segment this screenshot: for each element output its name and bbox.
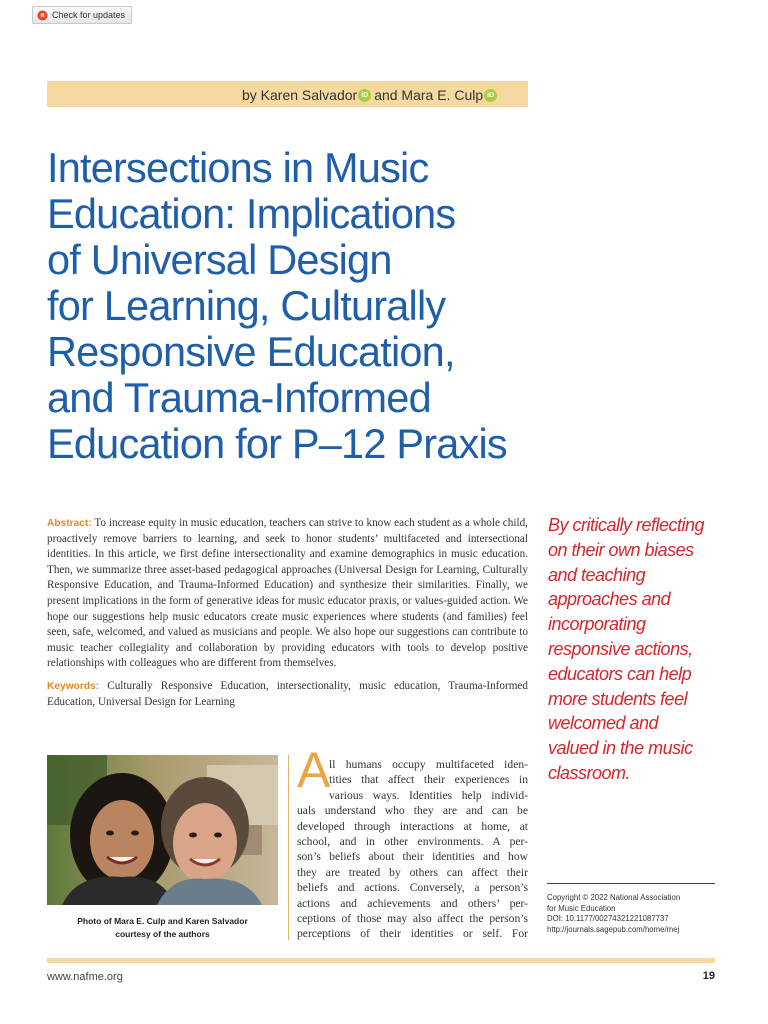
body-line: son’s beliefs about their identities and how <box>297 850 528 864</box>
body-line: beliefs and actions. Conversely, a person’s <box>297 881 528 895</box>
page-number: 19 <box>702 970 715 982</box>
pullquote-line: classroom. <box>548 762 631 783</box>
drop-cap: A <box>297 742 331 798</box>
caption-line: Photo of Mara E. Culp and Karen Salvador <box>77 916 248 926</box>
title-line: Intersections in Music <box>47 144 429 191</box>
abstract-block <box>47 516 528 717</box>
pullquote-line: valued in the music <box>548 738 693 759</box>
byline <box>242 87 500 103</box>
author-photo <box>47 755 278 905</box>
pullquote-line: on their own biases <box>548 539 694 560</box>
article-title <box>47 145 547 467</box>
crossmark-icon <box>37 10 48 21</box>
body-line: tities that affect their experiences in <box>329 773 528 787</box>
caption-line: courtesy of the authors <box>115 928 210 939</box>
abstract-text: To increase equity in music education, teachers can strive to know each student as a whole child, proactively remove barriers to learning, and seek to honor students’ multifaceted and intersectional identities. In this article, we first define intersectionality and examine demographics in music education. Then, we summarize three asset-based pedagogical approaches (Universal Design for Learning, Culturally Responsive Education, and Trauma-Informed Education) and synthesize their similarities. Finally, we present implications in the form of generative ideas for music educator praxis, or values-guided action. We hope our suggestions help music educators create music experiences where students (and families) feel seen, safe, welcomed, and valued as musicians and people. We also hope our suggestions can contribute to music teacher collegiality and collaboration by providing educators with tools to develop positive relationships with colleagues who are different from themselves. <box>47 517 528 670</box>
check-for-updates-button[interactable] <box>32 6 132 24</box>
pullquote-line: and teaching <box>548 564 646 585</box>
body-line: various ways. Identities help individ- <box>329 788 528 802</box>
keywords-text: Culturally Responsive Education, intersectionality, music education, Trauma-Informed Education, Universal Design for Learning <box>47 679 528 708</box>
body-line: perceptions of their identities or self. For <box>297 927 528 941</box>
copyright-rule <box>547 883 715 884</box>
title-line: Education: Implications <box>47 190 456 237</box>
copyright-line: for Music Education <box>547 903 616 913</box>
copyright-block <box>547 893 727 935</box>
body-line: actions and achievements and others’ per- <box>297 896 528 910</box>
author-1: by Karen Salvador <box>242 87 358 103</box>
title-line: Education for P–12 Praxis <box>47 420 507 467</box>
pullquote-line: By critically reflecting <box>548 515 705 535</box>
orcid-icon[interactable]: iD <box>484 89 497 102</box>
abstract-label: Abstract: <box>47 518 92 529</box>
body-line: school, and in other environments. A per- <box>297 834 528 848</box>
author-photo-image <box>47 755 278 905</box>
keywords-label: Keywords: <box>47 680 100 692</box>
keywords-paragraph <box>47 679 528 710</box>
pullquote-line: incorporating <box>548 614 646 635</box>
title-line: Responsive Education, <box>47 328 455 375</box>
pullquote-line: more students feel <box>548 688 688 709</box>
copyright-line: Copyright © 2022 National Association <box>547 893 681 902</box>
body-line: ceptions of those may also affect the person’s <box>297 911 528 925</box>
doi-link[interactable]: DOI: 10.1177/00274321221087737 <box>547 914 669 923</box>
body-line: they are treated by others can affect their <box>297 865 528 879</box>
footer-band <box>47 958 715 963</box>
body-line: developed through interactions at home, at <box>297 819 528 833</box>
pullquote-line: educators can help <box>548 663 692 684</box>
pullquote-line: approaches and <box>548 589 671 610</box>
title-line: and Trauma-Informed <box>47 374 431 421</box>
abstract-paragraph <box>47 516 528 672</box>
photo-caption <box>47 915 278 940</box>
column-divider <box>288 755 289 940</box>
pullquote-line: welcomed and <box>548 713 659 734</box>
title-line: for Learning, Culturally <box>47 282 446 329</box>
updates-label: Check for updates <box>52 10 126 20</box>
journal-link[interactable]: http://journals.sagepub.com/home/mej <box>547 924 680 934</box>
orcid-icon[interactable]: iD <box>358 89 371 102</box>
body-column <box>297 757 528 942</box>
body-line: ll humans occupy multifaceted iden- <box>329 758 528 771</box>
title-line: of Universal Design <box>47 236 392 283</box>
author-2: and Mara E. Culp <box>374 87 484 103</box>
pullquote-line: responsive actions, <box>548 638 693 659</box>
pull-quote <box>548 513 728 786</box>
body-line: uals understand who they are and can be <box>297 804 528 818</box>
footer-url-link[interactable]: www.nafme.org <box>47 971 123 983</box>
